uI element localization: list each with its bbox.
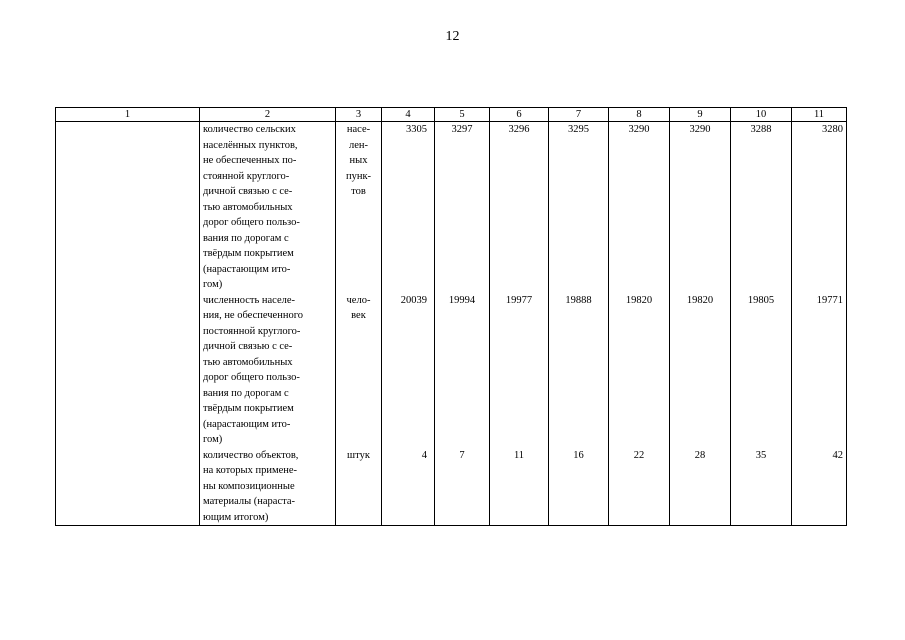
unit-line: штук <box>347 449 370 461</box>
value-column-7 <box>549 122 609 526</box>
unit-line: тов <box>351 186 366 197</box>
indicator-block-settlements <box>203 122 332 293</box>
page-number: 12 <box>445 29 460 44</box>
column-header: 3 <box>336 108 382 122</box>
description-line: дичной связью с се- <box>203 341 293 352</box>
description-line: ния, не обеспеченного <box>203 310 304 321</box>
description-line: тью автомобильных <box>203 201 293 213</box>
table-body-row <box>56 122 847 526</box>
description-line: твёрдым покрытием <box>203 403 294 414</box>
column-header: 5 <box>435 108 490 122</box>
value-cell: 3290 <box>689 124 711 135</box>
description-line: (нарастающим ито- <box>203 418 291 430</box>
description-line: ны композиционные <box>203 480 295 492</box>
description-line: стоянной круглого- <box>203 170 290 182</box>
column-header: 6 <box>490 108 549 122</box>
value-cell: 19888 <box>565 294 592 306</box>
column-header: 9 <box>670 108 731 122</box>
column-header: 7 <box>549 108 609 122</box>
value-cell: 22 <box>633 449 645 461</box>
value-cell: 3288 <box>750 124 772 135</box>
value-cell: 19994 <box>448 294 476 306</box>
value-column-9 <box>670 122 731 526</box>
value-cell: 11 <box>513 449 525 461</box>
value-cell: 3295 <box>568 124 589 135</box>
column-header: 2 <box>200 108 336 122</box>
unit-line: век <box>351 310 366 321</box>
value-cell: 19820 <box>625 294 653 306</box>
value-cell: 28 <box>694 449 706 461</box>
unit-line: ных <box>349 155 368 166</box>
description-line: вания по дорогам с <box>203 387 289 399</box>
description-line: не обеспеченных по- <box>203 155 297 166</box>
description-line: вания по дорогам с <box>203 232 289 244</box>
description-line: тью автомобильных <box>203 356 293 368</box>
column-header: 1 <box>56 108 200 122</box>
value-cell: 3280 <box>822 124 843 135</box>
value-cell: 19771 <box>816 294 843 306</box>
description-line: количество объектов, <box>203 449 299 461</box>
description-line: численность населе- <box>203 294 295 306</box>
column-number-row <box>56 108 847 122</box>
value-cell: 3297 <box>451 124 473 135</box>
value-cell: 3290 <box>628 124 650 135</box>
description-line: (нарастающим ито- <box>203 263 291 275</box>
indicator-block-objects <box>203 448 332 526</box>
unit-line: чело- <box>346 294 371 306</box>
description-line: дичной связью с се- <box>203 186 293 197</box>
value-column-5 <box>435 122 490 526</box>
column-header: 4 <box>382 108 435 122</box>
value-cell: 42 <box>832 449 843 461</box>
value-cell: 4 <box>421 449 427 461</box>
description-line: на которых примене- <box>203 465 298 476</box>
unit-block-objects <box>339 448 378 526</box>
value-column-6 <box>490 122 549 526</box>
column-header: 11 <box>792 108 847 122</box>
description-line: населённых пунктов, <box>203 139 298 151</box>
description-line: материалы (нараста- <box>203 496 295 507</box>
value-cell: 16 <box>573 449 584 461</box>
description-line: дорог общего пользо- <box>203 217 300 228</box>
unit-column <box>336 122 382 526</box>
value-cell: 35 <box>755 449 767 461</box>
value-cell: 20039 <box>400 294 427 306</box>
empty-first-column-cell <box>56 122 200 526</box>
value-cell: 3296 <box>508 124 530 135</box>
value-column-11 <box>792 122 847 526</box>
description-line: гом) <box>203 279 223 290</box>
value-cell: 19977 <box>505 294 533 306</box>
unit-line: пунк- <box>345 170 372 182</box>
indicator-block-population <box>203 293 332 448</box>
description-line: гом) <box>203 434 223 445</box>
indicator-table <box>55 107 847 526</box>
unit-line: лен- <box>348 139 369 151</box>
value-cell: 19805 <box>747 294 775 306</box>
description-line: дорог общего пользо- <box>203 372 300 383</box>
indicator-descriptions <box>200 122 336 526</box>
column-header: 8 <box>609 108 670 122</box>
value-column-4 <box>382 122 435 526</box>
unit-block-population <box>339 293 378 448</box>
description-line: ющим итогом) <box>203 511 269 523</box>
value-column-8 <box>609 122 670 526</box>
value-cell: 19820 <box>686 294 714 306</box>
column-header: 10 <box>731 108 792 122</box>
description-line: твёрдым покрытием <box>203 248 294 259</box>
value-column-10 <box>731 122 792 526</box>
value-cell: 3305 <box>406 124 427 135</box>
unit-line: насе- <box>346 124 371 135</box>
value-cell: 7 <box>459 449 465 461</box>
description-line: количество сельских <box>203 124 296 135</box>
description-line: постоянной круглого- <box>203 325 301 337</box>
unit-block-settlements <box>339 122 378 293</box>
